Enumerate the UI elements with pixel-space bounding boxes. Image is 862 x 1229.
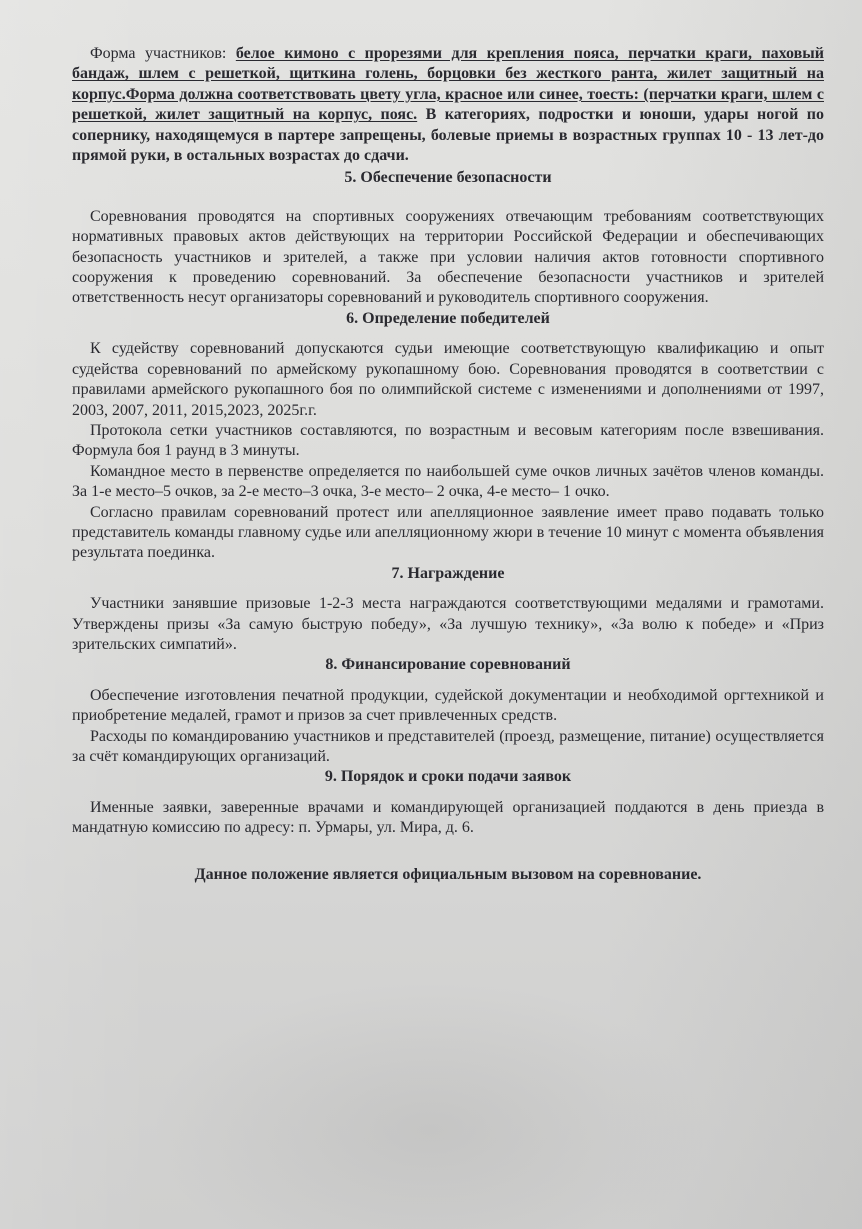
section-6-title: 6. Определение победителей [346, 309, 550, 327]
section-9-paragraph: Именные заявки, заверенные врачами и командирующей организацией поддаются в день приезда в мандатную комиссию по адресу: п. Урмары, ул. Мира, д. 6. [72, 798, 824, 837]
section-5-paragraph: Соревнования проводятся на спортивных сооружениях отвечающим требованиям соответствующих нормативных правовых актов действующих на территории Российской Федерации и обеспечивающих безопасность участников и зрителей, а также при условии наличия актов готовности спортивного сооружения к проведению соревнований. За обеспечение безопасности участников и зрителей ответственность несут организаторы соревнований и руководитель спортивного сооружения. [72, 207, 824, 307]
section-8-paragraph-1: Обеспечение изготовления печатной продукции, судейской документации и необходимой оргтехникой и приобретение медалей, грамот и призов за счет привлеченных средств. [72, 686, 824, 725]
form-label: Форма участников: [90, 45, 236, 62]
section-7-paragraph: Участники занявшие призовые 1-2-3 места награждаются соответствующими медалями и грамотами. Утверждены призы «За самую быструю победу», «За лучшую технику», «За волю к победе» и «Приз зрительских симпатий». [72, 595, 824, 653]
section-9-title: 9. Порядок и сроки подачи заявок [324, 768, 572, 786]
section-8-title: 8. Финансирование соревнований [325, 656, 571, 674]
paper-shadow [150, 980, 710, 1229]
section-7-title: 7. Награждение [391, 564, 505, 582]
section-6-paragraph-1: К судейству соревнований допускаются судьи имеющие соответствующую квалификацию и опыт судейства соревнований по армейскому рукопашному бою. Соревнования проводятся в соответствии с правилами армейского рукопашного боя по олимпийской системе с изменениями и дополнениями от 1997, 2003, 2007, 2011, 2015,2023, 2025г.г. [72, 340, 824, 419]
category-rules: В категориях, подростки и юноши, удары ногой по сопернику, находящемуся в партере запрещены, болевые приемы в возрастных группах 10 - 13 лет-до прямой руки, в остальных возрастах до сдачи. [72, 106, 825, 165]
section-8-paragraph-2: Расходы по командированию участников и представителей (проезд, размещение, питание) осуществляется за счёт командирующих организаций. [72, 727, 824, 765]
section-6-paragraph-3: Командное место в первенстве определяется по наибольшей суме очков личных зачётов членов команды. За 1-е место–5 очков, за 2-е место–3 очка, 3-е место– 2 очка, 4-е место– 1 очко. [72, 462, 824, 501]
section-6-paragraph-2: Протокола сетки участников составляются, по возрастным и весовым категориям после взвешивания. Формула боя 1 раунд в 3 минуты. [72, 421, 824, 460]
form-requirements: белое кимоно с прорезями для крепления пояса, перчатки краги, паховый бандаж, шлем с решеткой, щиткина голень, борцовки без жесткого ранта, жилет защитный на корпус.Форма должна соответствовать цвету угла, красное или синее, тоесть: (перчатки краги, шлем с решеткой, жилет защитный на корпус, пояс. [72, 45, 824, 124]
section-6-paragraph-4: Согласно правилам соревнований протест или апелляционное заявление имеет право подавать только представитель команды главному судье или апелляционному жюри в течение 10 минут с момента объявления результата поединка. [72, 503, 824, 562]
document-body [72, 44, 824, 885]
form-paragraph [72, 44, 824, 166]
closing-statement: Данное положение является официальным вызовом на соревнование. [194, 865, 702, 883]
section-5-title: 5. Обеспечение безопасности [344, 169, 552, 187]
